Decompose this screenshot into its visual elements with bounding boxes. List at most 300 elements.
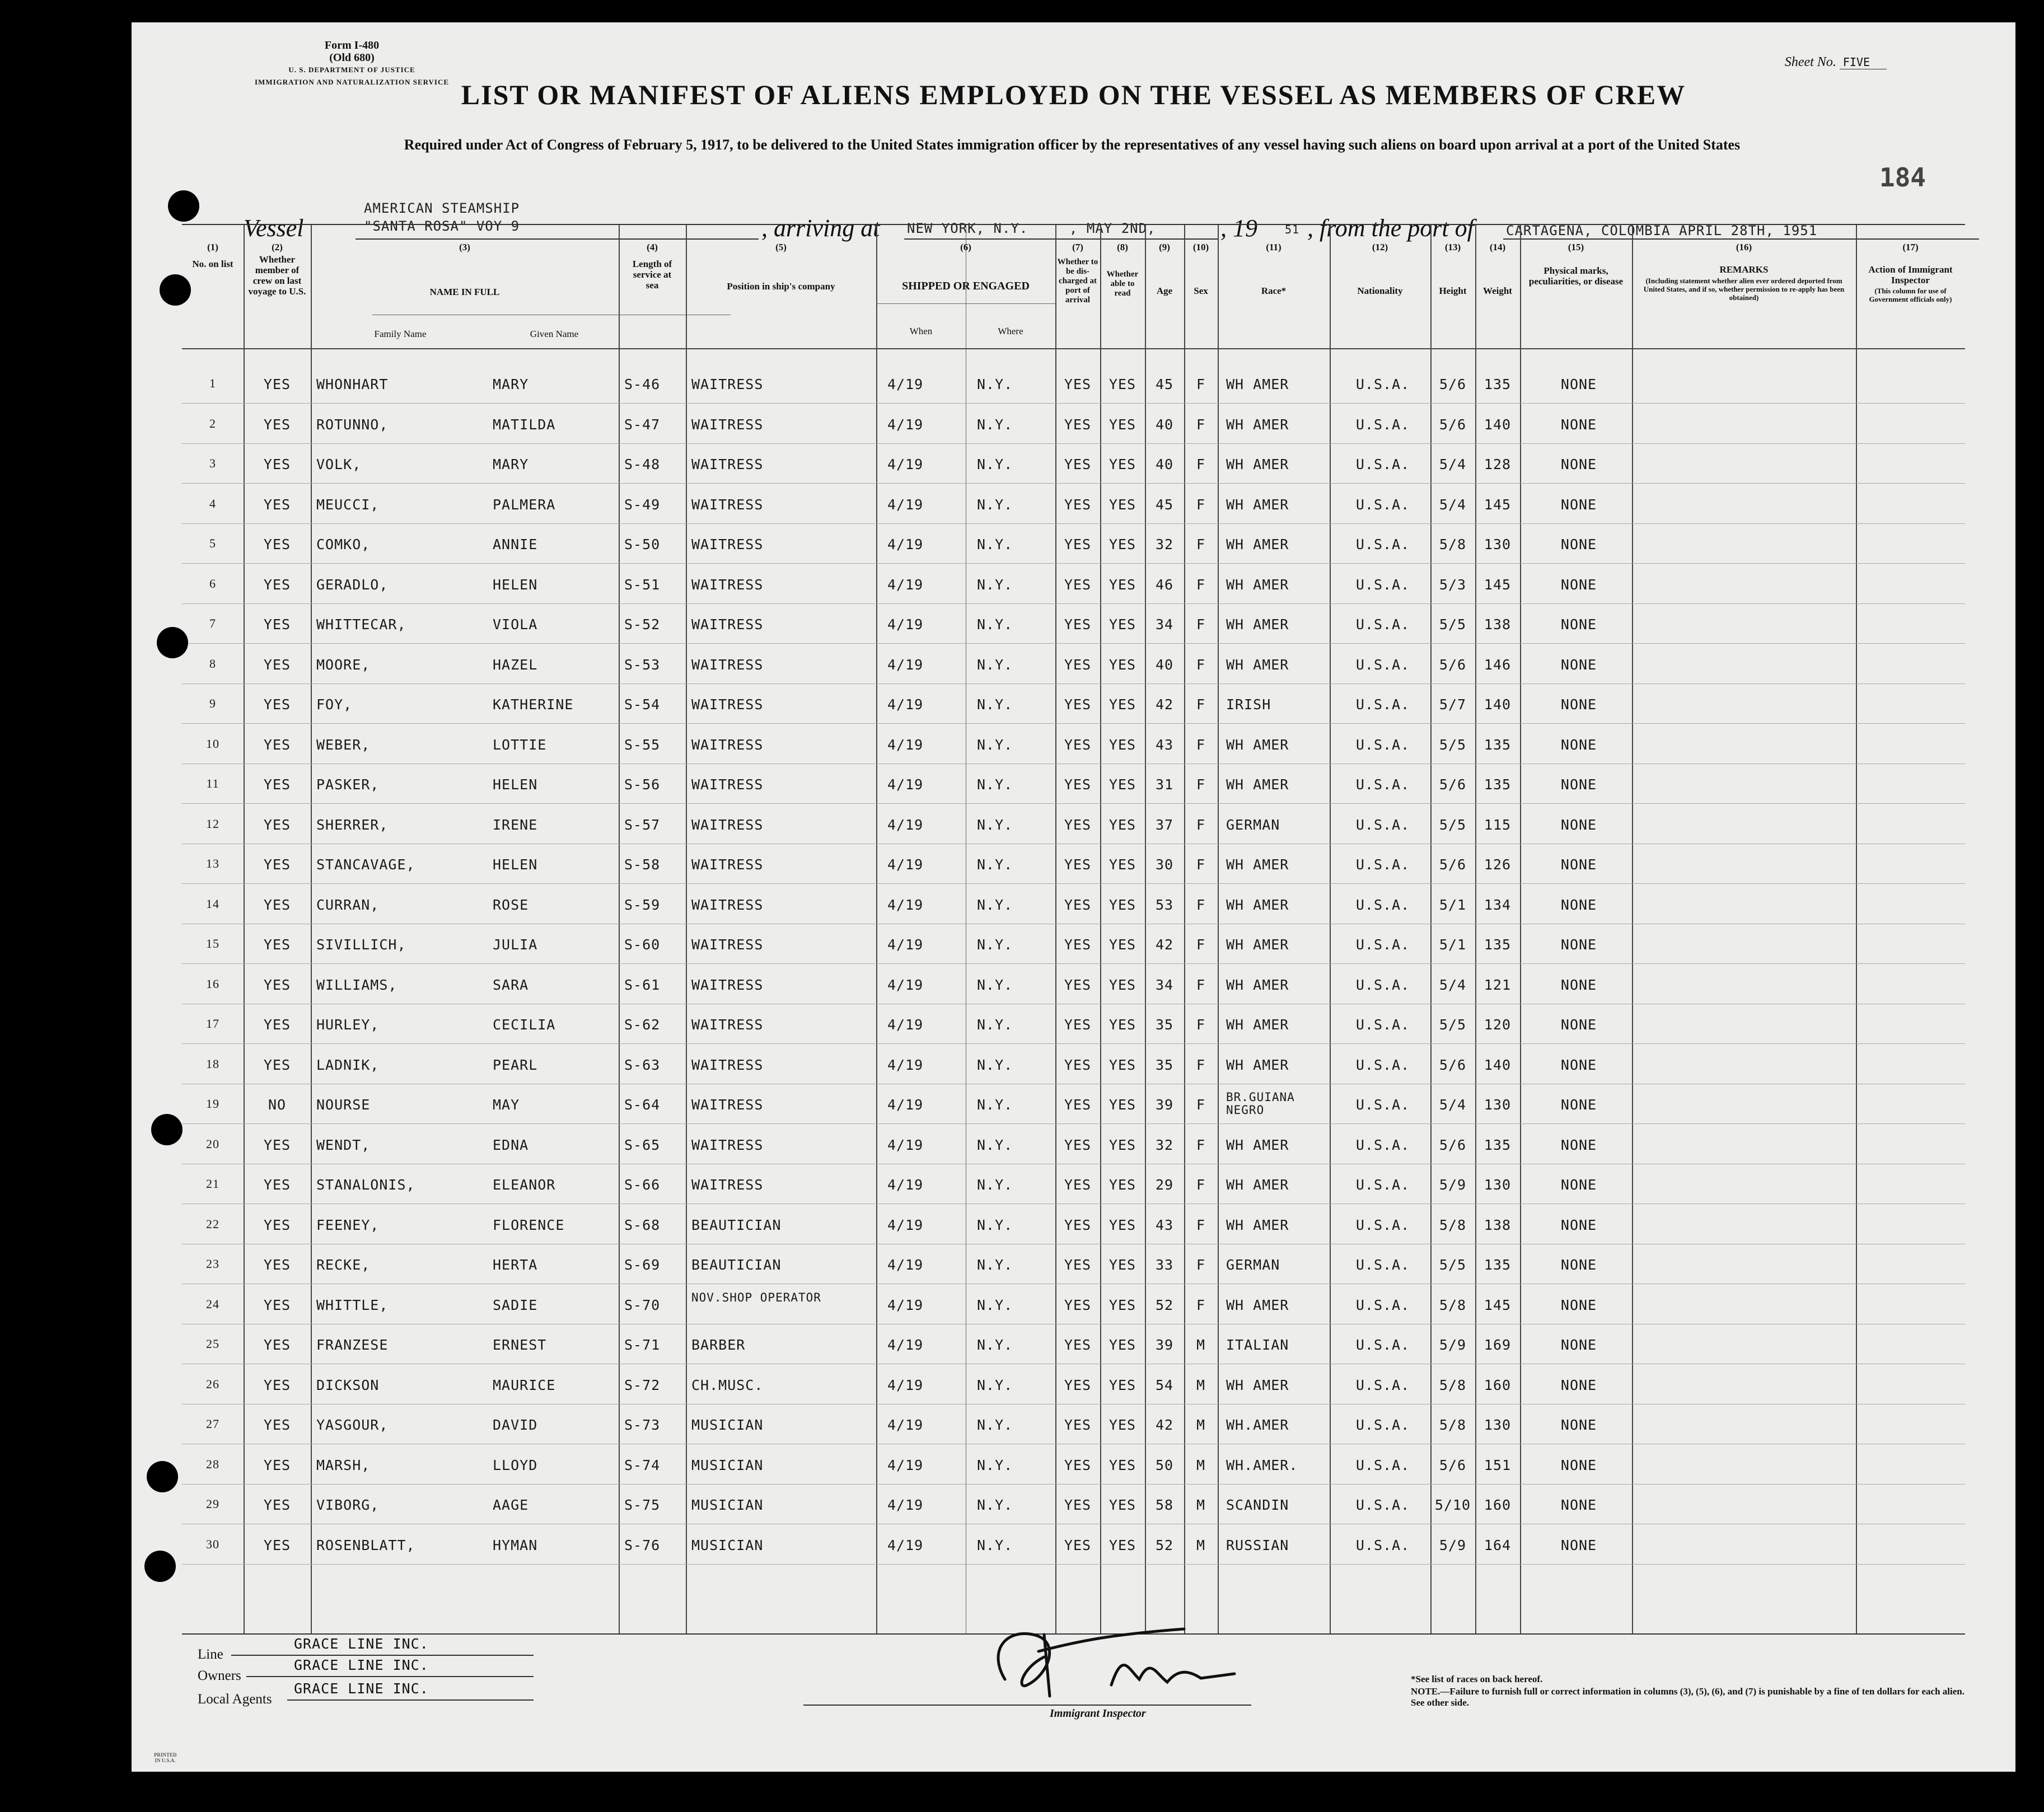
cell-nationality: U.S.A. <box>1355 1177 1410 1193</box>
cell-last: YES <box>263 656 291 673</box>
cell-weight: 160 <box>1484 1497 1512 1513</box>
cell-discharged: YES <box>1064 1457 1092 1473</box>
cell-family: VIBORG, <box>316 1497 380 1513</box>
cell-when: 4/19 <box>887 1457 924 1473</box>
cell-marks: NONE <box>1560 496 1597 513</box>
cell-service: S-55 <box>624 736 661 753</box>
col12-header: Nationality <box>1357 285 1403 296</box>
cell-service: S-71 <box>624 1337 661 1353</box>
cell-sex: F <box>1196 1056 1206 1073</box>
cell-read: YES <box>1108 1497 1136 1513</box>
cell-age: 45 <box>1155 376 1174 392</box>
cell-read: YES <box>1108 576 1136 593</box>
cell-service: S-52 <box>624 616 661 633</box>
cell-sex: F <box>1196 656 1206 673</box>
cell-read: YES <box>1108 1417 1136 1433</box>
year-prefix: , 19 <box>1220 214 1257 242</box>
cell-sex: F <box>1196 856 1206 873</box>
cell-discharged: YES <box>1064 1097 1092 1113</box>
cell-where: N.Y. <box>977 1216 1013 1233</box>
cell-given: JULIA <box>493 937 538 953</box>
cell-discharged: YES <box>1064 696 1092 713</box>
col6a-header: When <box>909 326 933 336</box>
cell-no: 22 <box>206 1216 219 1231</box>
cell-when: 4/19 <box>887 576 924 593</box>
cell-nationality: U.S.A. <box>1355 616 1410 633</box>
inspector-signature <box>983 1618 1296 1702</box>
cell-sex: F <box>1196 416 1206 433</box>
cell-height: 5/6 <box>1439 856 1467 873</box>
cell-nationality: U.S.A. <box>1355 1376 1410 1393</box>
cell-height: 5/5 <box>1439 816 1467 833</box>
cell-read: YES <box>1108 1537 1136 1553</box>
cell-marks: NONE <box>1560 1337 1597 1353</box>
cell-family: CURRAN, <box>316 896 380 913</box>
binder-hole <box>151 1114 183 1145</box>
cell-no: 26 <box>206 1376 219 1391</box>
col2-header: Whether member of crew on last voyage to U.S. <box>248 254 306 297</box>
vessel-name-line2: "SANTA ROSA" VOY 9 <box>364 218 520 234</box>
cell-marks: NONE <box>1560 937 1597 953</box>
cell-position: MUSICIAN <box>691 1497 764 1513</box>
cell-discharged: YES <box>1064 976 1092 993</box>
cell-marks: NONE <box>1560 576 1597 593</box>
col1-number: (1) <box>207 242 218 252</box>
cell-service: S-70 <box>624 1296 661 1313</box>
cell-position: WAITRESS <box>691 976 764 993</box>
cell-where: N.Y. <box>977 536 1013 553</box>
cell-when: 4/19 <box>887 416 924 433</box>
cell-where: N.Y. <box>977 1257 1013 1273</box>
cell-service: S-46 <box>624 376 661 392</box>
cell-read: YES <box>1108 1056 1136 1073</box>
cell-family: WENDT, <box>316 1136 371 1153</box>
cell-family: SHERRER, <box>316 816 389 833</box>
cell-sex: M <box>1196 1337 1206 1353</box>
cell-where: N.Y. <box>977 1136 1013 1153</box>
cell-given: ERNEST <box>493 1337 547 1353</box>
cell-read: YES <box>1108 816 1136 833</box>
cell-race: BR.GUIANA NEGRO <box>1226 1090 1295 1117</box>
cell-family: COMKO, <box>316 536 371 553</box>
cell-sex: F <box>1196 1177 1206 1193</box>
cell-height: 5/3 <box>1439 576 1467 593</box>
cell-service: S-72 <box>624 1376 661 1393</box>
cell-weight: 121 <box>1484 976 1512 993</box>
cell-sex: F <box>1196 1257 1206 1273</box>
cell-nationality: U.S.A. <box>1355 1417 1410 1433</box>
cell-read: YES <box>1108 656 1136 673</box>
col8-header: Whether able to read <box>1106 270 1139 298</box>
cell-no: 28 <box>206 1457 219 1471</box>
cell-given: SADIE <box>493 1296 538 1313</box>
cell-where: N.Y. <box>977 1056 1013 1073</box>
cell-weight: 164 <box>1484 1537 1512 1553</box>
col6-number: (6) <box>960 242 971 252</box>
cell-weight: 135 <box>1484 376 1512 392</box>
cell-nationality: U.S.A. <box>1355 1097 1410 1113</box>
cell-family: RECKE, <box>316 1257 371 1273</box>
cell-nationality: U.S.A. <box>1355 536 1410 553</box>
cell-height: 5/1 <box>1439 896 1467 913</box>
cell-where: N.Y. <box>977 376 1013 392</box>
cell-height: 5/6 <box>1439 656 1467 673</box>
cell-no: 8 <box>209 656 216 671</box>
cell-race: GERMAN <box>1226 816 1280 833</box>
col14-header: Weight <box>1483 285 1512 296</box>
col11-header: Race* <box>1261 285 1287 296</box>
cell-discharged: YES <box>1064 1376 1092 1393</box>
cell-discharged: YES <box>1064 1296 1092 1313</box>
cell-given: ROSE <box>493 896 529 913</box>
cell-weight: 140 <box>1484 696 1512 713</box>
service: IMMIGRATION AND NATURALIZATION SERVICE <box>255 78 450 86</box>
cell-weight: 130 <box>1484 1177 1512 1193</box>
cell-family: LADNIK, <box>316 1056 380 1073</box>
cell-height: 5/4 <box>1439 456 1467 472</box>
cell-age: 42 <box>1155 1417 1174 1433</box>
cell-race: WH AMER <box>1226 976 1289 993</box>
cell-height: 5/6 <box>1439 776 1467 793</box>
cell-sex: F <box>1196 376 1206 392</box>
cell-weight: 169 <box>1484 1337 1512 1353</box>
cell-discharged: YES <box>1064 937 1092 953</box>
cell-when: 4/19 <box>887 656 924 673</box>
cell-nationality: U.S.A. <box>1355 1017 1410 1033</box>
cell-no: 27 <box>206 1417 219 1431</box>
cell-where: N.Y. <box>977 456 1013 472</box>
binder-hole <box>160 274 191 306</box>
cell-position: WAITRESS <box>691 656 764 673</box>
from-label: , from the port of <box>1307 214 1474 242</box>
cell-nationality: U.S.A. <box>1355 856 1410 873</box>
cell-nationality: U.S.A. <box>1355 776 1410 793</box>
cell-family: FOY, <box>316 696 353 713</box>
col17-header: Action of Immigrant Inspector <box>1868 264 1953 285</box>
cell-given: HYMAN <box>493 1537 538 1553</box>
crew-manifest-table <box>182 224 1965 1635</box>
cell-race: WH.AMER. <box>1226 1457 1298 1473</box>
col17-subheader: (This column for use of Government officials only) <box>1869 287 1952 303</box>
cell-service: S-53 <box>624 656 661 673</box>
cell-sex: F <box>1196 576 1206 593</box>
cell-age: 54 <box>1155 1376 1174 1393</box>
cell-weight: 138 <box>1484 1216 1512 1233</box>
cell-sex: F <box>1196 696 1206 713</box>
cell-given: DAVID <box>493 1417 538 1433</box>
stamped-page-number: 184 <box>1879 162 1926 193</box>
cell-when: 4/19 <box>887 736 924 753</box>
col15-number: (15) <box>1568 242 1584 252</box>
cell-given: AAGE <box>493 1497 529 1513</box>
cell-discharged: YES <box>1064 656 1092 673</box>
col8-number: (8) <box>1117 242 1128 252</box>
cell-position: WAITRESS <box>691 1177 764 1193</box>
binder-hole <box>168 190 199 222</box>
cell-weight: 135 <box>1484 1257 1512 1273</box>
cell-position: CH.MUSC. <box>691 1376 764 1393</box>
cell-where: N.Y. <box>977 856 1013 873</box>
cell-read: YES <box>1108 616 1136 633</box>
cell-family: YASGOUR, <box>316 1417 389 1433</box>
col4-number: (4) <box>647 242 658 252</box>
cell-height: 5/8 <box>1439 536 1467 553</box>
cell-position: BARBER <box>691 1337 746 1353</box>
cell-when: 4/19 <box>887 856 924 873</box>
cell-given: IRENE <box>493 816 538 833</box>
cell-last: YES <box>263 1497 291 1513</box>
cell-service: S-69 <box>624 1257 661 1273</box>
cell-last: YES <box>263 1337 291 1353</box>
cell-race: WH AMER <box>1226 1056 1289 1073</box>
cell-weight: 146 <box>1484 656 1512 673</box>
cell-when: 4/19 <box>887 1296 924 1313</box>
cell-discharged: YES <box>1064 1417 1092 1433</box>
cell-service: S-47 <box>624 416 661 433</box>
cell-no: 29 <box>206 1497 219 1511</box>
cell-given: MAY <box>493 1097 520 1113</box>
cell-last: YES <box>263 937 291 953</box>
cell-no: 17 <box>206 1017 219 1031</box>
cell-position: WAITRESS <box>691 776 764 793</box>
cell-sex: F <box>1196 1136 1206 1153</box>
cell-service: S-62 <box>624 1017 661 1033</box>
cell-discharged: YES <box>1064 376 1092 392</box>
cell-given: PALMERA <box>493 496 556 513</box>
cell-height: 5/5 <box>1439 736 1467 753</box>
cell-no: 21 <box>206 1177 219 1191</box>
cell-where: N.Y. <box>977 1376 1013 1393</box>
cell-where: N.Y. <box>977 1537 1013 1553</box>
cell-family: MEUCCI, <box>316 496 380 513</box>
cell-age: 32 <box>1155 1136 1174 1153</box>
cell-discharged: YES <box>1064 576 1092 593</box>
cell-discharged: YES <box>1064 1216 1092 1233</box>
col4-header: Length of service at sea <box>632 259 672 291</box>
col6b-header: Where <box>998 326 1023 336</box>
cell-given: HELEN <box>493 856 538 873</box>
arrival-year: 51 <box>1285 223 1300 236</box>
cell-given: MARY <box>493 376 529 392</box>
col7-number: (7) <box>1072 242 1083 252</box>
col15-header: Physical marks, peculiarities, or disease <box>1528 265 1624 287</box>
cell-weight: 140 <box>1484 416 1512 433</box>
cell-when: 4/19 <box>887 1497 924 1513</box>
binder-hole <box>157 627 188 658</box>
cell-when: 4/19 <box>887 937 924 953</box>
cell-nationality: U.S.A. <box>1355 1257 1410 1273</box>
cell-age: 34 <box>1155 976 1174 993</box>
cell-height: 5/9 <box>1439 1537 1467 1553</box>
cell-where: N.Y. <box>977 696 1013 713</box>
cell-read: YES <box>1108 1296 1136 1313</box>
cell-read: YES <box>1108 976 1136 993</box>
cell-where: N.Y. <box>977 1497 1013 1513</box>
cell-last: YES <box>263 816 291 833</box>
col16-subheader: (Including statement whether alien ever ordered deported from United States, and if so, whether permission to re-apply has been obtained) <box>1643 277 1845 302</box>
cell-position: BEAUTICIAN <box>691 1257 782 1273</box>
cell-where: N.Y. <box>977 1177 1013 1193</box>
cell-position: WAITRESS <box>691 1136 764 1153</box>
cell-where: N.Y. <box>977 736 1013 753</box>
cell-weight: 126 <box>1484 856 1512 873</box>
cell-weight: 130 <box>1484 1097 1512 1113</box>
owners-label: Owners <box>198 1668 241 1683</box>
cell-no: 30 <box>206 1537 219 1551</box>
cell-age: 34 <box>1155 616 1174 633</box>
cell-weight: 145 <box>1484 496 1512 513</box>
cell-height: 5/4 <box>1439 496 1467 513</box>
cell-where: N.Y. <box>977 616 1013 633</box>
cell-weight: 115 <box>1484 816 1512 833</box>
col3a-header: Family Name <box>374 329 427 339</box>
cell-nationality: U.S.A. <box>1355 1296 1410 1313</box>
cell-where: N.Y. <box>977 496 1013 513</box>
cell-height: 5/6 <box>1439 1136 1467 1153</box>
form-old-number: (Old 680) <box>329 51 375 64</box>
cell-service: S-59 <box>624 896 661 913</box>
cell-sex: M <box>1196 1537 1206 1553</box>
cell-race: WH AMER <box>1226 456 1289 472</box>
cell-when: 4/19 <box>887 1216 924 1233</box>
cell-position: WAITRESS <box>691 896 764 913</box>
cell-height: 5/6 <box>1439 416 1467 433</box>
cell-weight: 128 <box>1484 456 1512 472</box>
cell-weight: 135 <box>1484 736 1512 753</box>
cell-where: N.Y. <box>977 416 1013 433</box>
cell-when: 4/19 <box>887 776 924 793</box>
cell-when: 4/19 <box>887 1337 924 1353</box>
col6-header: SHIPPED OR ENGAGED <box>902 280 1030 292</box>
cell-no: 5 <box>209 536 216 550</box>
cell-last: YES <box>263 896 291 913</box>
cell-service: S-73 <box>624 1417 661 1433</box>
cell-when: 4/19 <box>887 1056 924 1073</box>
col13-number: (13) <box>1444 242 1461 252</box>
cell-where: N.Y. <box>977 896 1013 913</box>
cell-race: WH AMER <box>1226 376 1289 392</box>
cell-sex: F <box>1196 1017 1206 1033</box>
cell-age: 42 <box>1155 696 1174 713</box>
cell-height: 5/7 <box>1439 696 1467 713</box>
col9-header: Age <box>1156 285 1173 296</box>
cell-last: YES <box>263 1177 291 1193</box>
cell-family: STANCAVAGE, <box>316 856 415 873</box>
cell-family: HURLEY, <box>316 1017 380 1033</box>
cell-race: WH AMER <box>1226 776 1289 793</box>
cell-discharged: YES <box>1064 1177 1092 1193</box>
cell-race: SCANDIN <box>1226 1497 1289 1513</box>
cell-service: S-50 <box>624 536 661 553</box>
cell-read: YES <box>1108 1097 1136 1113</box>
cell-position: BEAUTICIAN <box>691 1216 782 1233</box>
cell-marks: NONE <box>1560 736 1597 753</box>
cell-last: YES <box>263 1017 291 1033</box>
col14-number: (14) <box>1489 242 1506 252</box>
cell-weight: 135 <box>1484 776 1512 793</box>
cell-discharged: YES <box>1064 496 1092 513</box>
cell-read: YES <box>1108 776 1136 793</box>
cell-no: 9 <box>209 696 216 710</box>
cell-given: VIOLA <box>493 616 538 633</box>
cell-nationality: U.S.A. <box>1355 1457 1410 1473</box>
cell-last: YES <box>263 736 291 753</box>
cell-nationality: U.S.A. <box>1355 1056 1410 1073</box>
cell-age: 29 <box>1155 1177 1174 1193</box>
cell-no: 1 <box>209 376 216 390</box>
cell-no: 13 <box>206 856 219 870</box>
cell-no: 12 <box>206 816 219 831</box>
col1-header: No. on list <box>192 259 233 269</box>
cell-discharged: YES <box>1064 416 1092 433</box>
cell-when: 4/19 <box>887 1177 924 1193</box>
cell-where: N.Y. <box>977 576 1013 593</box>
cell-service: S-63 <box>624 1056 661 1073</box>
cell-marks: NONE <box>1560 976 1597 993</box>
cell-height: 5/6 <box>1439 376 1467 392</box>
cell-no: 4 <box>209 496 216 511</box>
cell-marks: NONE <box>1560 1376 1597 1393</box>
cell-last: YES <box>263 536 291 553</box>
cell-discharged: YES <box>1064 616 1092 633</box>
cell-service: S-61 <box>624 976 661 993</box>
cell-last: YES <box>263 1056 291 1073</box>
cell-age: 58 <box>1155 1497 1174 1513</box>
cell-discharged: YES <box>1064 456 1092 472</box>
sheet-value: FIVE <box>1840 55 1887 69</box>
col2-number: (2) <box>272 242 283 252</box>
cell-nationality: U.S.A. <box>1355 1136 1410 1153</box>
cell-read: YES <box>1108 456 1136 472</box>
cell-height: 5/9 <box>1439 1337 1467 1353</box>
cell-when: 4/19 <box>887 696 924 713</box>
cell-sex: M <box>1196 1376 1206 1393</box>
cell-service: S-57 <box>624 816 661 833</box>
cell-position: WAITRESS <box>691 536 764 553</box>
line-value: GRACE LINE INC. <box>294 1636 429 1652</box>
cell-read: YES <box>1108 856 1136 873</box>
cell-sex: F <box>1196 536 1206 553</box>
cell-no: 20 <box>206 1136 219 1151</box>
col11-number: (11) <box>1266 242 1281 252</box>
cell-marks: NONE <box>1560 456 1597 472</box>
cell-marks: NONE <box>1560 1257 1597 1273</box>
cell-age: 52 <box>1155 1537 1174 1553</box>
col16-header: REMARKS <box>1719 264 1769 275</box>
line-label: Line <box>198 1647 223 1662</box>
cell-position: WAITRESS <box>691 856 764 873</box>
cell-family: SIVILLICH, <box>316 937 406 953</box>
cell-weight: 135 <box>1484 1136 1512 1153</box>
cell-read: YES <box>1108 736 1136 753</box>
sheet-label: Sheet No. <box>1784 55 1836 69</box>
cell-position: WAITRESS <box>691 937 764 953</box>
cell-age: 37 <box>1155 816 1174 833</box>
cell-marks: NONE <box>1560 1216 1597 1233</box>
cell-family: DICKSON <box>316 1376 380 1393</box>
cell-read: YES <box>1108 1136 1136 1153</box>
cell-last: YES <box>263 1136 291 1153</box>
cell-discharged: YES <box>1064 1257 1092 1273</box>
cell-age: 40 <box>1155 416 1174 433</box>
cell-height: 5/5 <box>1439 1017 1467 1033</box>
cell-when: 4/19 <box>887 1257 924 1273</box>
cell-position: WAITRESS <box>691 696 764 713</box>
cell-discharged: YES <box>1064 1497 1092 1513</box>
races-note: *See list of races on back hereof. <box>1411 1674 1543 1684</box>
col13-header: Height <box>1439 285 1467 296</box>
cell-last: YES <box>263 376 291 392</box>
